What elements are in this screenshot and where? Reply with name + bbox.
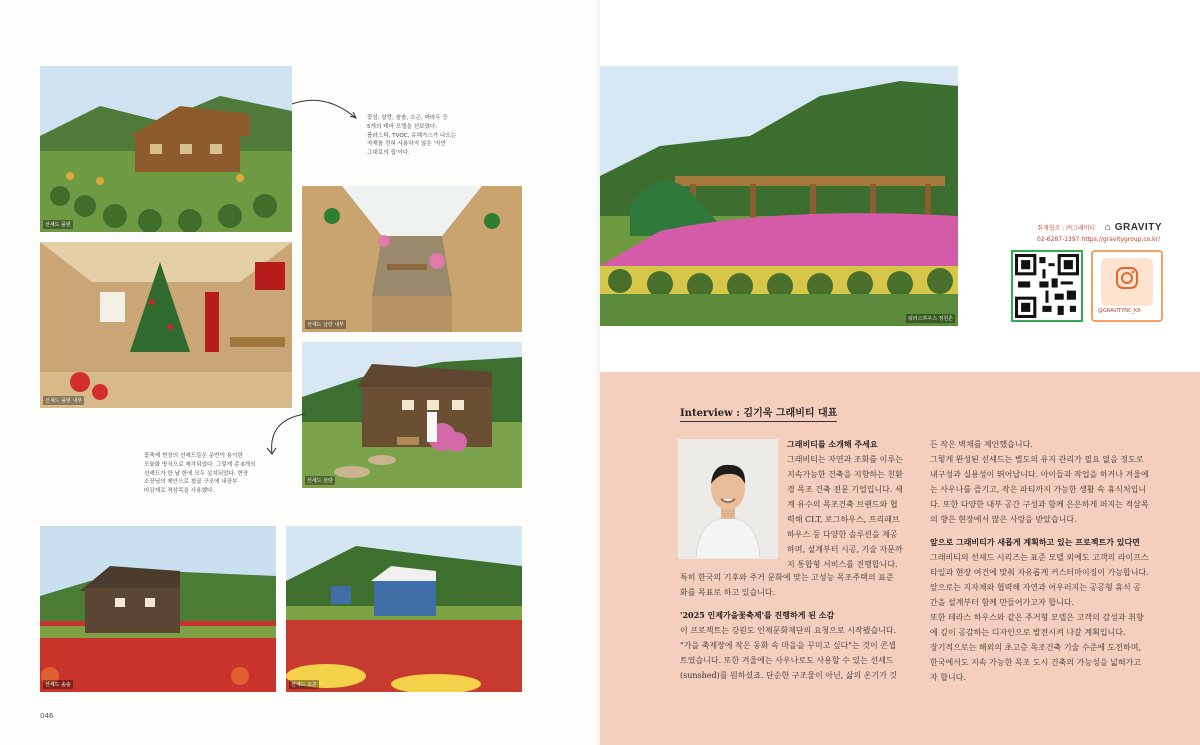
brand-name: GRAVITY [1114, 222, 1162, 233]
body-line: 지속가능한 건축을 지향하는 친환 [787, 470, 903, 479]
interview-title: Interview : 김기욱 그래비티 대표 [680, 404, 837, 422]
photo-garden-zone [600, 66, 958, 326]
caption: 워라스하우스 정원존 [907, 316, 953, 322]
note-line: 선셰드가 한 날 한에 모두 설치되었다. 현장 [144, 470, 249, 477]
question-3: 앞으로 그래비티가 새롭게 계획하고 있는 프로젝트가 있다면 [930, 537, 1140, 547]
body-line: 내구성과 실용성이 뛰어납니다. 아이들과 작업을 하거나 겨울에 [930, 470, 1149, 479]
caption: 선셰드 소곤 [291, 682, 317, 688]
note-line: 꽃섬, 살랑, 솔솔, 소곤, 파라두 등 [367, 115, 448, 121]
photo-sunshed-solsol [40, 526, 276, 692]
body-line: 화를 목표로 하고 있습니다. [680, 588, 776, 597]
photo-sunshed-plan [40, 66, 292, 232]
body-line: 이 프로젝트는 강원도 인제문화재단의 요청으로 시작됐습니다. [680, 626, 897, 635]
portrait-photo [678, 439, 778, 559]
body-line: 앞으로는 지자체와 협력해 자연과 어우러지는 공공형 휴식 공 [930, 583, 1141, 592]
note-top [367, 114, 497, 158]
photo-sunshed-salang-interior [302, 186, 522, 332]
photo-sunshed-salang [302, 342, 522, 488]
note-line: 꽃축제 현장의 선셰드들은 운반이 용이한 [144, 453, 243, 459]
body-line: 또한 테라스 하우스와 같은 주거형 모델은 고객의 감성과 취향 [930, 613, 1144, 622]
column-2 [930, 437, 1167, 685]
note-line: 소장님의 제안으로 철골 구조에 내장부 [144, 479, 238, 486]
column-1-bottom [680, 570, 912, 683]
credit-contact: 02-6287-1397 https://gravitygroup.co.kr/ [1037, 236, 1161, 243]
body-line: 하며, 설계부터 시공, 기술 자문까 [787, 545, 903, 554]
body-line: 타일과 현장 여건에 맞춰 자유롭게 커스터마이징이 가능합니다. [930, 568, 1149, 577]
body-line: 간을 설계부터 함께 만들어가고자 합니다. [930, 598, 1075, 607]
page-number: 046 [40, 712, 54, 720]
qr-code-icon[interactable] [1011, 250, 1083, 322]
body-line: 의 향은 현장에서 많은 사랑을 받았습니다. [930, 515, 1077, 524]
body-line: 든 작은 벽채를 제안했습니다. [930, 440, 1033, 449]
body-line: 에 깊이 공감하는 디자인으로 발전시켜 나갈 계획입니다. [930, 628, 1126, 637]
body-line: "가을 축제장에 작은 동화 속 마을을 꾸미고 싶다"는 것이 콘셉 [680, 641, 896, 650]
caption: 선셰드 살랑 [307, 478, 333, 484]
body-line: (sunshed)를 원하셨죠. 단순한 구조물이 아닌, 삶의 온기가 깃 [680, 671, 898, 680]
body-line: 한국에서도 지속 가능한 목조 도시 건축의 가능성을 넓혀가고 [930, 658, 1141, 667]
credit-block [1037, 222, 1162, 243]
note-line: 그대로의 집'이다. [367, 150, 410, 157]
brand-logo: ⌂ GRAVITY [1104, 222, 1162, 233]
question-1: 그래비티를 소개해 주세요 [787, 439, 878, 449]
caption: 선셰드 플랜 [45, 222, 71, 228]
photo-sunshed-sogon [286, 526, 522, 692]
photo-sunshed-plan-interior [40, 242, 292, 408]
note-line: 5개의 테마 모델을 선보였다. [367, 123, 438, 130]
body-line: 지 통합형 서비스를 진행합니다. [787, 560, 898, 569]
note-bottom [144, 452, 274, 496]
arrow-icon [290, 96, 360, 126]
body-line: 는 사우나를 즐기고, 작은 파티까지 가능한 생활 속 휴식처입니 [930, 485, 1147, 494]
column-1-top [787, 437, 912, 572]
credit-label: 취재협조 : ㈜그래비티 [1037, 225, 1096, 232]
note-line: 자재를 전혀 사용하지 않은 '자연 [367, 141, 446, 148]
body-line: 력해 CLT, 로그하우스, 프리패브 [787, 515, 900, 524]
body-line: 특히 한국의 기후와 주거 문화에 맞는 고성능 목조주택의 표준 [680, 573, 894, 582]
body-line: 다. 또한 다양한 내부 공간 구성과 함께 은은하게 퍼지는 적삼목 [930, 500, 1149, 509]
body-line: 트였습니다. 또한 겨울에는 사우나로도 사용할 수 있는 선셰드 [680, 656, 894, 665]
note-line: 모듈화 방식으로 제작되었다. 그렇게 총 6개의 [144, 461, 256, 468]
body-line: 장기적으로는 해외의 초고층 목조건축 기술 수준에 도전하며, [930, 643, 1141, 652]
caption: 선셰드 솔솔 [45, 682, 71, 688]
body-line: 계 유수의 목조건축 브랜드와 협 [787, 500, 898, 509]
body-line: 그래비티의 선셰드 시리즈는 표준 모델 외에도 고객의 라이프스 [930, 553, 1149, 562]
question-2: '2025 인제가을꽃축제'를 진행하게 된 소감 [680, 610, 835, 620]
body-line: 하우스 등 다양한 솔루션을 제공 [787, 530, 898, 539]
body-line: 자 합니다. [930, 673, 966, 682]
body-line: 그렇게 완성된 선셰드는 별도의 유지 관리가 필요 없을 정도로 [930, 455, 1144, 464]
body-line: 그래비티는 자연과 조화를 이루는 [787, 455, 903, 464]
caption: 선셰드 플랜 내부 [45, 398, 82, 404]
body-line: 경 목조 건축 전문 기업입니다. 세 [787, 485, 903, 494]
note-line: 마감재로 적삼목을 사용했다. [144, 488, 215, 495]
instagram-handle: @GRAVITYNC_KR [1098, 308, 1141, 314]
note-line: 플라스틱, TVOC, 유해가스가 나오는 [367, 132, 457, 139]
caption: 선셰드 살랑 내부 [307, 322, 344, 328]
